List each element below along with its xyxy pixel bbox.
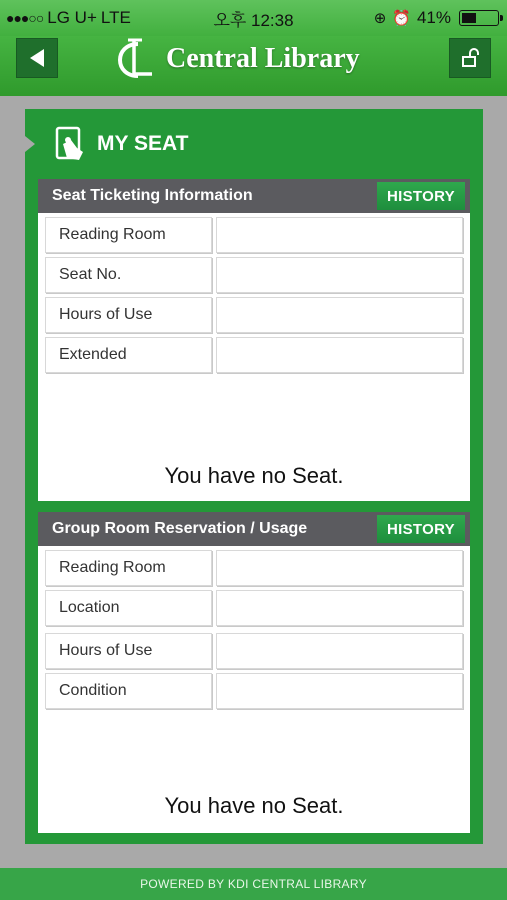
row-label-condition: Condition xyxy=(45,673,212,709)
table-row xyxy=(45,337,463,373)
app-header xyxy=(0,36,507,96)
group-room-card xyxy=(38,512,470,833)
group-history-button[interactable]: HISTORY xyxy=(377,515,465,543)
status-right xyxy=(374,8,499,28)
back-button[interactable] xyxy=(16,38,58,78)
seat-touch-icon xyxy=(51,126,87,162)
footer: POWERED BY KDI CENTRAL LIBRARY xyxy=(0,868,507,900)
seat-ticket-rows xyxy=(38,213,470,373)
row-value-seat-no xyxy=(216,257,463,293)
status-left xyxy=(6,8,131,28)
table-row xyxy=(45,217,463,253)
row-value-hours-of-use xyxy=(216,297,463,333)
row-label-location: Location xyxy=(45,590,212,626)
row-value-hours-of-use xyxy=(216,633,463,669)
back-arrow-icon xyxy=(28,48,46,68)
rotation-lock-icon: ⊕ xyxy=(373,10,387,27)
seat-ticket-title: Seat Ticketing Information xyxy=(52,187,253,204)
panel-title-text: MY SEAT xyxy=(97,132,189,155)
table-row xyxy=(45,257,463,293)
seat-ticket-header xyxy=(38,179,470,213)
battery-icon xyxy=(459,10,499,26)
row-label-hours-of-use: Hours of Use xyxy=(45,633,212,669)
alarm-icon: ⏰ xyxy=(392,10,411,27)
group-room-title: Group Room Reservation / Usage xyxy=(52,520,308,537)
row-value-condition xyxy=(216,673,463,709)
row-label-reading-room: Reading Room xyxy=(45,550,212,586)
table-row xyxy=(45,297,463,333)
row-value-location xyxy=(216,590,463,626)
row-value-reading-room xyxy=(216,550,463,586)
group-empty-message: You have no Seat. xyxy=(164,793,344,818)
seat-empty-message: You have no Seat. xyxy=(164,463,344,488)
table-row xyxy=(45,633,463,669)
my-seat-panel xyxy=(25,109,483,844)
network-type: LTE xyxy=(100,8,131,27)
seat-ticket-card xyxy=(38,179,470,501)
row-value-reading-room xyxy=(216,217,463,253)
row-label-extended: Extended xyxy=(45,337,212,373)
logo-text: Central Library xyxy=(166,43,360,74)
row-label-seat-no: Seat No. xyxy=(45,257,212,293)
row-label-hours-of-use: Hours of Use xyxy=(45,297,212,333)
signal-strength-icon: ●●●○○ xyxy=(6,10,44,26)
group-room-header xyxy=(38,512,470,546)
panel-title xyxy=(51,126,188,162)
panel-notch xyxy=(25,136,35,152)
status-bar xyxy=(0,0,507,36)
row-label-reading-room: Reading Room xyxy=(45,217,212,253)
row-value-extended xyxy=(216,337,463,373)
carrier-name: LG U+ xyxy=(47,8,97,27)
group-room-rows xyxy=(38,546,470,709)
library-logo-icon xyxy=(112,36,160,82)
status-time: 오후 12:38 xyxy=(213,10,294,30)
seat-history-button[interactable]: HISTORY xyxy=(377,182,465,210)
table-row xyxy=(45,673,463,709)
table-row xyxy=(45,590,463,626)
app-logo xyxy=(112,36,360,82)
battery-percent: 41% xyxy=(416,8,451,27)
unlock-icon xyxy=(460,48,480,68)
lock-button[interactable] xyxy=(449,38,491,78)
table-row xyxy=(45,550,463,586)
battery-fill xyxy=(462,13,476,23)
